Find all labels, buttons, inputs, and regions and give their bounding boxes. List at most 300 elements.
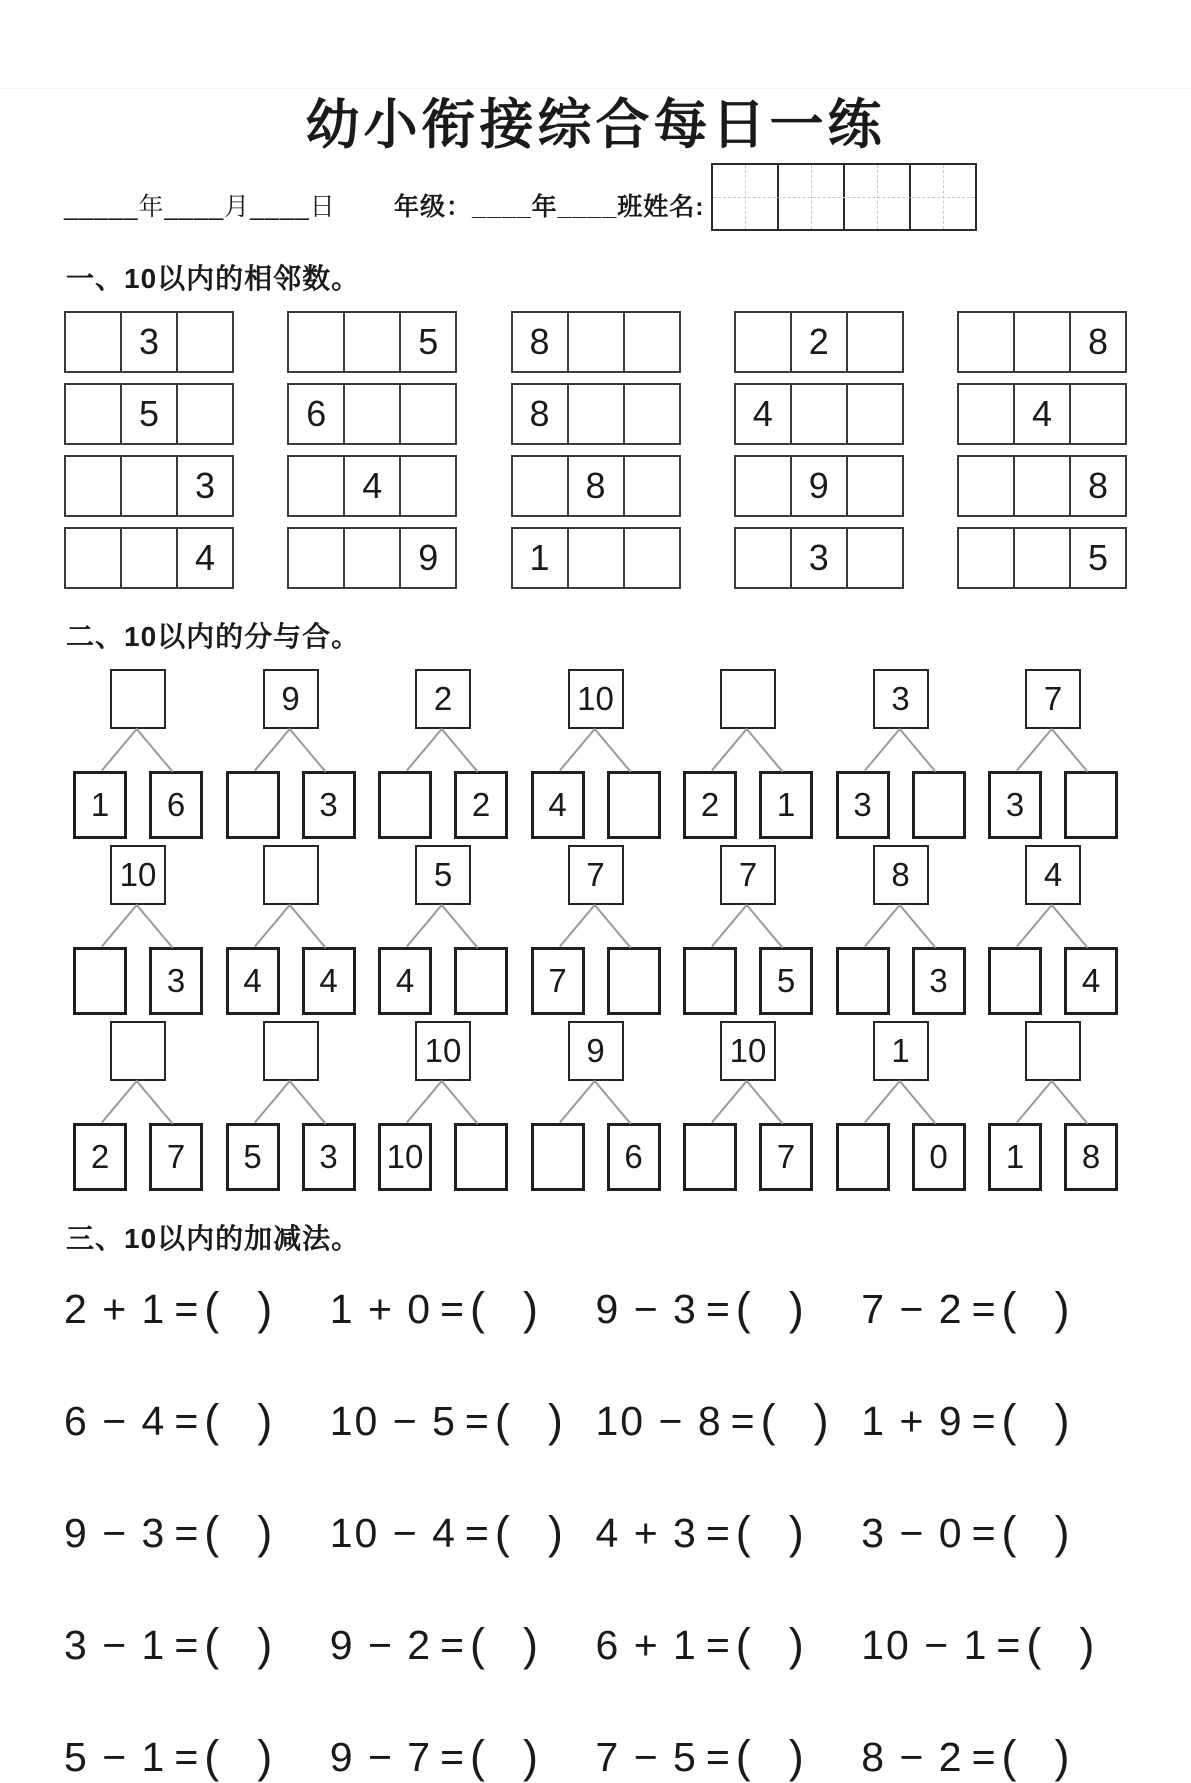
- bond-whole-answer-box[interactable]: [263, 1021, 319, 1081]
- answer-slot[interactable]: [487, 1289, 523, 1329]
- name-writing-grid[interactable]: [711, 163, 977, 231]
- date-blanks[interactable]: _____年____月____日: [64, 193, 336, 222]
- bond-line-right-icon: [747, 729, 784, 772]
- equation: [861, 1619, 1127, 1671]
- bond-parts: [836, 947, 966, 1015]
- answer-slot[interactable]: [778, 1401, 814, 1441]
- equals-sign: =: [464, 1509, 491, 1556]
- adjacent-answer-cell[interactable]: [625, 313, 679, 371]
- bond-line-right-icon: [137, 729, 174, 772]
- bond-line-right-icon: [289, 1081, 326, 1124]
- bond-whole-box: 3: [873, 669, 929, 729]
- answer-slot[interactable]: [512, 1401, 548, 1441]
- adjacent-answer-cell[interactable]: [848, 385, 902, 443]
- equation: [64, 1731, 330, 1783]
- answer-paren-open: (: [735, 1619, 753, 1671]
- number-bonds-area: [64, 669, 1127, 1191]
- answer-slot[interactable]: [753, 1513, 789, 1553]
- equation: [861, 1395, 1127, 1447]
- bond-lines: [842, 905, 960, 947]
- adjacent-answer-cell[interactable]: [959, 313, 1015, 371]
- equals-sign: =: [705, 1285, 732, 1332]
- adjacent-answer-cell[interactable]: [848, 457, 902, 515]
- equation-expression: 1 + 9: [861, 1397, 964, 1444]
- adjacent-given-cell: 8: [1087, 465, 1109, 507]
- bond-part-box: 3: [302, 771, 356, 839]
- equation: [64, 1619, 330, 1671]
- bond-part-box: 3: [988, 771, 1042, 839]
- equals-sign: =: [440, 1733, 467, 1780]
- answer-slot[interactable]: [221, 1513, 257, 1553]
- bond-lines: [537, 905, 655, 947]
- bond-part-box: 7: [759, 1123, 813, 1191]
- bond-row: [64, 669, 1127, 839]
- bond-parts: [73, 771, 203, 839]
- equation-expression: 9 − 3: [595, 1285, 698, 1332]
- bond-parts: [988, 771, 1118, 839]
- adjacent-answer-cell[interactable]: [401, 457, 455, 515]
- adjacent-answer-cell[interactable]: [736, 529, 792, 587]
- bond-line-right-icon: [1052, 905, 1089, 948]
- adjacent-answer-cell[interactable]: [178, 385, 232, 443]
- bond-lines: [384, 729, 502, 771]
- section3-heading: 三、10以内的加减法。: [66, 1223, 361, 1255]
- adjacent-strip: [957, 311, 1127, 373]
- answer-paren-close: ): [1054, 1395, 1072, 1447]
- arithmetic-area: [64, 1283, 1127, 1783]
- answer-paren-open: (: [204, 1619, 222, 1671]
- bond-line-left-icon: [711, 1080, 748, 1123]
- bond-line-right-icon: [899, 905, 936, 948]
- bond-lines: [842, 729, 960, 771]
- answer-paren-open: (: [204, 1731, 222, 1783]
- answer-paren-close: ): [547, 1395, 565, 1447]
- bond-lines: [689, 729, 807, 771]
- adjacent-answer-cell[interactable]: [66, 313, 122, 371]
- bond-parts: [683, 947, 813, 1015]
- bond-part-box: 0: [912, 1123, 966, 1191]
- answer-slot[interactable]: [753, 1625, 789, 1665]
- bond-whole-box: 9: [568, 1021, 624, 1081]
- equation-expression: 6 − 4: [64, 1397, 167, 1444]
- bond-whole-answer-box[interactable]: [1025, 1021, 1081, 1081]
- answer-slot[interactable]: [221, 1737, 257, 1777]
- name-grid-cell[interactable]: [911, 165, 975, 229]
- adjacent-answer-cell[interactable]: [178, 313, 232, 371]
- bond-part-answer-box[interactable]: [378, 771, 432, 839]
- equation-row: [64, 1619, 1127, 1671]
- adjacent-answer-cell[interactable]: [1015, 529, 1071, 587]
- equals-sign: =: [730, 1397, 757, 1444]
- bond-parts: [73, 947, 203, 1015]
- bond-unit: [217, 669, 365, 839]
- adjacent-strip: [287, 383, 457, 445]
- equation-expression: 9 − 2: [329, 1621, 433, 1668]
- bond-part-answer-box[interactable]: [836, 1123, 890, 1191]
- bond-part-answer-box[interactable]: [454, 1123, 508, 1191]
- adjacent-strip: [957, 455, 1127, 517]
- adjacent-answer-cell[interactable]: [959, 529, 1015, 587]
- adjacent-answer-cell[interactable]: [736, 313, 792, 371]
- adjacent-answer-cell[interactable]: [625, 385, 679, 443]
- adjacent-answer-cell[interactable]: [1015, 457, 1071, 515]
- bond-lines: [994, 1081, 1112, 1123]
- answer-paren-close: ): [788, 1507, 806, 1559]
- answer-paren-open: (: [204, 1507, 222, 1559]
- bond-part-box: 7: [149, 1123, 203, 1191]
- adjacent-answer-cell[interactable]: [1071, 385, 1125, 443]
- bond-part-box: 4: [378, 947, 432, 1015]
- adjacent-strip: [957, 383, 1127, 445]
- bond-whole-box: 7: [720, 845, 776, 905]
- equation: [330, 1507, 596, 1559]
- answer-paren-close: ): [1054, 1283, 1072, 1335]
- adjacent-answer-cell[interactable]: [736, 457, 792, 515]
- equation: [64, 1395, 330, 1447]
- bond-unit: [217, 845, 365, 1015]
- equals-sign: =: [971, 1509, 998, 1556]
- adjacent-given-cell: 4: [736, 385, 792, 443]
- name-label: 姓名:: [643, 193, 705, 222]
- adjacent-strip: [734, 455, 904, 517]
- bond-unit: [522, 669, 670, 839]
- adjacent-given-cell: 5: [1087, 537, 1109, 579]
- adjacent-answer-cell[interactable]: [122, 529, 178, 587]
- equals-sign: =: [971, 1397, 998, 1444]
- equation-expression: 7 − 2: [861, 1285, 964, 1332]
- bond-line-left-icon: [254, 904, 291, 947]
- bond-whole-box: 8: [873, 845, 929, 905]
- answer-paren-close: ): [1054, 1507, 1072, 1559]
- equation: [330, 1395, 596, 1447]
- adjacent-answer-cell[interactable]: [792, 385, 848, 443]
- bond-unit: [827, 1021, 975, 1191]
- answer-slot[interactable]: [753, 1737, 789, 1777]
- bond-line-left-icon: [1016, 904, 1053, 947]
- answer-paren-close: ): [523, 1283, 541, 1335]
- equation-expression: 9 − 3: [64, 1509, 167, 1556]
- bond-parts: [378, 947, 508, 1015]
- bond-lines: [79, 729, 197, 771]
- bond-line-right-icon: [442, 905, 479, 948]
- answer-paren-close: ): [257, 1507, 275, 1559]
- bond-part-answer-box[interactable]: [683, 947, 737, 1015]
- answer-paren-open: (: [470, 1731, 488, 1783]
- answer-paren-open: (: [1001, 1395, 1019, 1447]
- bond-whole-box: 4: [1025, 845, 1081, 905]
- answer-paren-open: (: [494, 1395, 512, 1447]
- equation-row: [64, 1731, 1127, 1783]
- adjacent-answer-cell[interactable]: [959, 385, 1015, 443]
- bond-parts: [683, 771, 813, 839]
- bond-line-left-icon: [559, 904, 596, 947]
- bond-line-right-icon: [899, 1081, 936, 1124]
- bond-part-box: 2: [73, 1123, 127, 1191]
- bond-unit: [369, 1021, 517, 1191]
- grade-blanks[interactable]: ____年____班: [472, 193, 644, 222]
- bond-parts: [531, 947, 661, 1015]
- bond-unit: [979, 669, 1127, 839]
- top-divider: [0, 88, 1191, 89]
- bond-lines: [79, 1081, 197, 1123]
- name-grid-cell[interactable]: [845, 165, 911, 229]
- adjacent-strip: [957, 527, 1127, 589]
- answer-paren-open: (: [204, 1283, 222, 1335]
- bond-line-left-icon: [711, 728, 748, 771]
- bond-line-right-icon: [1052, 1081, 1089, 1124]
- adjacent-answer-cell[interactable]: [345, 385, 401, 443]
- adjacent-answer-cell[interactable]: [848, 313, 902, 371]
- adjacent-given-cell: 1: [513, 529, 569, 587]
- bond-whole-answer-box[interactable]: [263, 845, 319, 905]
- adjacent-answer-cell[interactable]: [122, 457, 178, 515]
- adjacent-given-cell: 8: [1087, 321, 1109, 363]
- equals-sign: =: [971, 1733, 998, 1780]
- adjacent-given-cell: 6: [289, 385, 345, 443]
- bond-unit: [522, 845, 670, 1015]
- bond-whole-box: 10: [720, 1021, 776, 1081]
- bond-part-answer-box[interactable]: [683, 1123, 737, 1191]
- answer-paren-close: ): [788, 1619, 806, 1671]
- bond-line-left-icon: [101, 904, 138, 947]
- grade-label: 年级：: [394, 193, 473, 222]
- bond-lines: [994, 905, 1112, 947]
- answer-paren-close: ): [547, 1507, 565, 1559]
- bond-part-box: 6: [607, 1123, 661, 1191]
- answer-slot[interactable]: [1019, 1401, 1055, 1441]
- bond-part-answer-box[interactable]: [531, 1123, 585, 1191]
- adjacent-given-cell: 8: [513, 313, 569, 371]
- adjacent-given-cell: 3: [792, 529, 848, 587]
- adjacent-row: [64, 527, 1127, 589]
- adjacent-given-cell: 4: [1015, 385, 1071, 443]
- equation-expression: 5 − 1: [64, 1733, 167, 1780]
- bond-line-right-icon: [747, 905, 784, 948]
- adjacent-answer-cell[interactable]: [289, 313, 345, 371]
- adjacent-given-cell: 9: [418, 537, 439, 579]
- adjacent-strip: [511, 311, 681, 373]
- equals-sign: =: [971, 1285, 998, 1332]
- answer-slot[interactable]: [487, 1737, 523, 1777]
- answer-slot[interactable]: [753, 1289, 789, 1329]
- bond-part-answer-box[interactable]: [1064, 771, 1118, 839]
- answer-paren-close: ): [257, 1731, 275, 1783]
- equals-sign: =: [705, 1733, 732, 1780]
- adjacent-given-cell: 8: [513, 385, 569, 443]
- adjacent-strip: [287, 455, 457, 517]
- bond-parts: [73, 1123, 203, 1191]
- equation-expression: 9 − 7: [329, 1733, 433, 1780]
- bond-parts: [836, 771, 966, 839]
- adjacent-answer-cell[interactable]: [513, 457, 569, 515]
- bond-whole-answer-box[interactable]: [110, 1021, 166, 1081]
- bond-unit: [674, 1021, 822, 1191]
- bond-part-answer-box[interactable]: [226, 771, 280, 839]
- adjacent-answer-cell[interactable]: [66, 529, 122, 587]
- answer-slot[interactable]: [1019, 1737, 1055, 1777]
- bond-lines: [384, 1081, 502, 1123]
- adjacent-answer-cell[interactable]: [345, 313, 401, 371]
- equation: [861, 1283, 1127, 1335]
- bond-line-left-icon: [559, 728, 596, 771]
- equation: [596, 1283, 862, 1335]
- bond-line-left-icon: [711, 904, 748, 947]
- answer-paren-open: (: [470, 1619, 488, 1671]
- equation-expression: 3 − 1: [64, 1621, 167, 1668]
- answer-paren-open: (: [1001, 1283, 1019, 1335]
- bond-part-box: 8: [1064, 1123, 1118, 1191]
- bond-whole-answer-box[interactable]: [720, 669, 776, 729]
- equals-sign: =: [440, 1285, 467, 1332]
- bond-whole-box: 5: [415, 845, 471, 905]
- answer-slot[interactable]: [221, 1289, 257, 1329]
- adjacent-answer-cell[interactable]: [345, 529, 401, 587]
- equation-expression: 4 + 3: [595, 1509, 698, 1556]
- bond-line-left-icon: [406, 728, 443, 771]
- answer-paren-open: (: [735, 1507, 753, 1559]
- adjacent-given-cell: 8: [569, 457, 625, 515]
- answer-paren-close: ): [523, 1619, 541, 1671]
- bond-parts: [683, 1123, 813, 1191]
- adjacent-given-cell: 9: [792, 457, 848, 515]
- adjacent-answer-cell[interactable]: [289, 457, 345, 515]
- bond-part-answer-box[interactable]: [607, 771, 661, 839]
- bond-lines: [537, 729, 655, 771]
- equation: [596, 1395, 862, 1447]
- equation-row: [64, 1283, 1127, 1335]
- bond-line-right-icon: [137, 1081, 174, 1124]
- adjacent-answer-cell[interactable]: [569, 529, 625, 587]
- bond-parts: [988, 1123, 1118, 1191]
- bond-part-answer-box[interactable]: [836, 947, 890, 1015]
- bond-part-answer-box[interactable]: [607, 947, 661, 1015]
- bond-part-box: 3: [912, 947, 966, 1015]
- bond-part-box: 1: [73, 771, 127, 839]
- equals-sign: =: [464, 1397, 491, 1444]
- adjacent-answer-cell[interactable]: [848, 529, 902, 587]
- bond-unit: [369, 669, 517, 839]
- equation-row: [64, 1395, 1127, 1447]
- answer-paren-open: (: [1001, 1507, 1019, 1559]
- bond-parts: [226, 1123, 356, 1191]
- bond-row: [64, 1021, 1127, 1191]
- adjacent-answer-cell[interactable]: [569, 385, 625, 443]
- bond-lines: [384, 905, 502, 947]
- answer-paren-open: (: [735, 1731, 753, 1783]
- bond-lines: [689, 1081, 807, 1123]
- bond-whole-answer-box[interactable]: [110, 669, 166, 729]
- answer-slot[interactable]: [221, 1401, 257, 1441]
- adjacent-answer-cell[interactable]: [569, 313, 625, 371]
- adjacent-given-cell: 2: [792, 313, 848, 371]
- bond-part-answer-box[interactable]: [454, 947, 508, 1015]
- bond-unit: [674, 845, 822, 1015]
- bond-part-box: 3: [836, 771, 890, 839]
- answer-slot[interactable]: [487, 1625, 523, 1665]
- adjacent-answer-cell[interactable]: [625, 457, 679, 515]
- adjacent-row: [64, 455, 1127, 517]
- adjacent-given-cell: 3: [122, 313, 178, 371]
- adjacent-strip: [287, 527, 457, 589]
- adjacent-answer-cell[interactable]: [625, 529, 679, 587]
- adjacent-given-cell: 4: [345, 457, 401, 515]
- bond-line-right-icon: [747, 1081, 784, 1124]
- answer-slot[interactable]: [512, 1513, 548, 1553]
- adjacent-answer-cell[interactable]: [401, 385, 455, 443]
- name-grid-cell[interactable]: [713, 165, 779, 229]
- answer-slot[interactable]: [221, 1625, 257, 1665]
- bond-line-left-icon: [864, 728, 901, 771]
- equation: [861, 1731, 1127, 1783]
- bond-row: [64, 845, 1127, 1015]
- equation: [330, 1283, 596, 1335]
- bond-lines: [537, 1081, 655, 1123]
- adjacent-answer-cell[interactable]: [66, 385, 122, 443]
- bond-parts: [226, 947, 356, 1015]
- bond-line-left-icon: [101, 1080, 138, 1123]
- bond-part-answer-box[interactable]: [73, 947, 127, 1015]
- answer-slot[interactable]: [1019, 1289, 1055, 1329]
- bond-lines: [232, 729, 350, 771]
- adjacent-answer-cell[interactable]: [1015, 313, 1071, 371]
- answer-paren-close: ): [257, 1395, 275, 1447]
- answer-paren-close: ): [1054, 1731, 1072, 1783]
- bond-parts: [531, 771, 661, 839]
- adjacent-given-cell: 5: [418, 321, 439, 363]
- adjacent-row: [64, 311, 1127, 373]
- bond-line-left-icon: [864, 904, 901, 947]
- bond-part-answer-box[interactable]: [988, 947, 1042, 1015]
- bond-part-box: 2: [454, 771, 508, 839]
- equation-expression: 3 − 0: [861, 1509, 964, 1556]
- bond-parts: [378, 771, 508, 839]
- adjacent-answer-cell[interactable]: [289, 529, 345, 587]
- answer-paren-open: (: [1026, 1619, 1044, 1671]
- bond-line-right-icon: [594, 729, 631, 772]
- equation: [330, 1731, 596, 1783]
- answer-slot[interactable]: [1019, 1513, 1055, 1553]
- equation-row: [64, 1507, 1127, 1559]
- bond-line-left-icon: [864, 1080, 901, 1123]
- bond-part-box: 1: [759, 771, 813, 839]
- bond-line-left-icon: [254, 1080, 291, 1123]
- bond-whole-box: 10: [415, 1021, 471, 1081]
- adjacent-strip: [734, 383, 904, 445]
- bond-unit: [64, 669, 212, 839]
- answer-paren-open: (: [204, 1395, 222, 1447]
- bond-unit: [64, 1021, 212, 1191]
- equation: [64, 1507, 330, 1559]
- bond-whole-box: 7: [568, 845, 624, 905]
- equation-expression: 10 − 8: [595, 1397, 723, 1444]
- bond-unit: [217, 1021, 365, 1191]
- bond-unit: [64, 845, 212, 1015]
- name-grid-cell[interactable]: [779, 165, 845, 229]
- adjacent-answer-cell[interactable]: [959, 457, 1015, 515]
- bond-line-right-icon: [1052, 729, 1089, 772]
- bond-part-box: 4: [302, 947, 356, 1015]
- adjacent-strip: [511, 527, 681, 589]
- adjacent-given-cell: 4: [194, 537, 216, 579]
- bond-unit: [827, 845, 975, 1015]
- adjacent-strip: [734, 311, 904, 373]
- answer-slot[interactable]: [1043, 1625, 1079, 1665]
- bond-part-answer-box[interactable]: [912, 771, 966, 839]
- bond-part-box: 6: [149, 771, 203, 839]
- adjacent-answer-cell[interactable]: [66, 457, 122, 515]
- bond-line-right-icon: [442, 1081, 479, 1124]
- bond-line-right-icon: [899, 729, 936, 772]
